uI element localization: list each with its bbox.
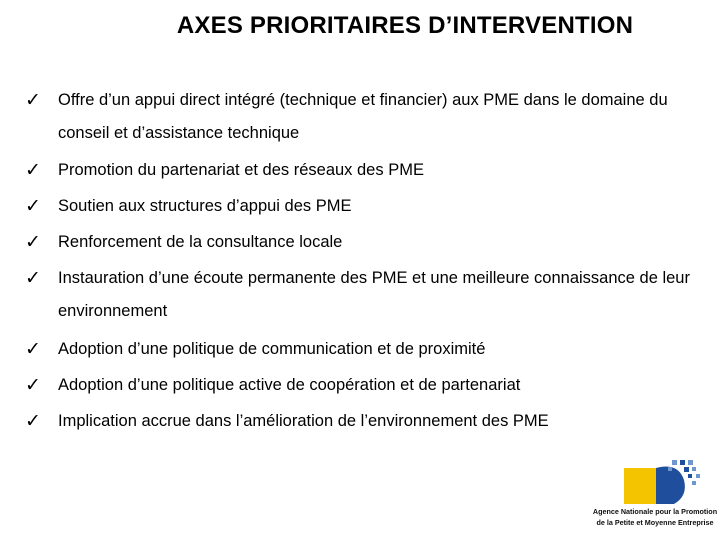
list-item (22, 369, 702, 402)
list-item (22, 333, 702, 366)
slide-title: AXES PRIORITAIRES D’INTERVENTION (176, 12, 634, 39)
logo-caption-line-2: de la Petite et Moyenne Entreprise (596, 518, 714, 527)
list-item-text: Instauration d’une écoute permanente des PME et une meilleure connaissance de leur environnement (58, 269, 690, 320)
priority-list (22, 84, 702, 438)
list-item (22, 226, 702, 259)
checkmark-icon: ✓ (25, 374, 41, 396)
checkmark-icon: ✓ (25, 231, 41, 253)
checkmark-icon: ✓ (25, 410, 41, 432)
checkmark-icon: ✓ (25, 338, 41, 360)
list-item-text: Renforcement de la consultance locale (58, 233, 343, 251)
checkmark-icon: ✓ (25, 267, 41, 289)
list-item (22, 405, 702, 438)
list-item (22, 154, 702, 187)
list-item-text: Adoption d’une politique de communication et de proximité (58, 340, 486, 358)
list-item-text: Offre d’un appui direct intégré (technique et financier) aux PME dans le domaine du conseil et d’assistance technique (58, 91, 668, 142)
list-item (22, 84, 702, 150)
list-item-text: Soutien aux structures d’appui des PME (58, 197, 352, 215)
logo-caption (590, 506, 720, 528)
list-item-text: Promotion du partenariat et des réseaux des PME (58, 161, 424, 179)
list-item (22, 190, 702, 223)
list-item (22, 262, 702, 328)
checkmark-icon: ✓ (25, 89, 41, 111)
checkmark-icon: ✓ (25, 195, 41, 217)
logo-caption-line-1: Agence Nationale pour la Promotion (592, 507, 718, 516)
checkmark-icon: ✓ (25, 159, 41, 181)
logo-blue-shape (656, 467, 685, 505)
list-item-text: Implication accrue dans l’amélioration de l’environnement des PME (58, 412, 549, 430)
list-item-text: Adoption d’une politique active de coopération et de partenariat (58, 376, 521, 394)
